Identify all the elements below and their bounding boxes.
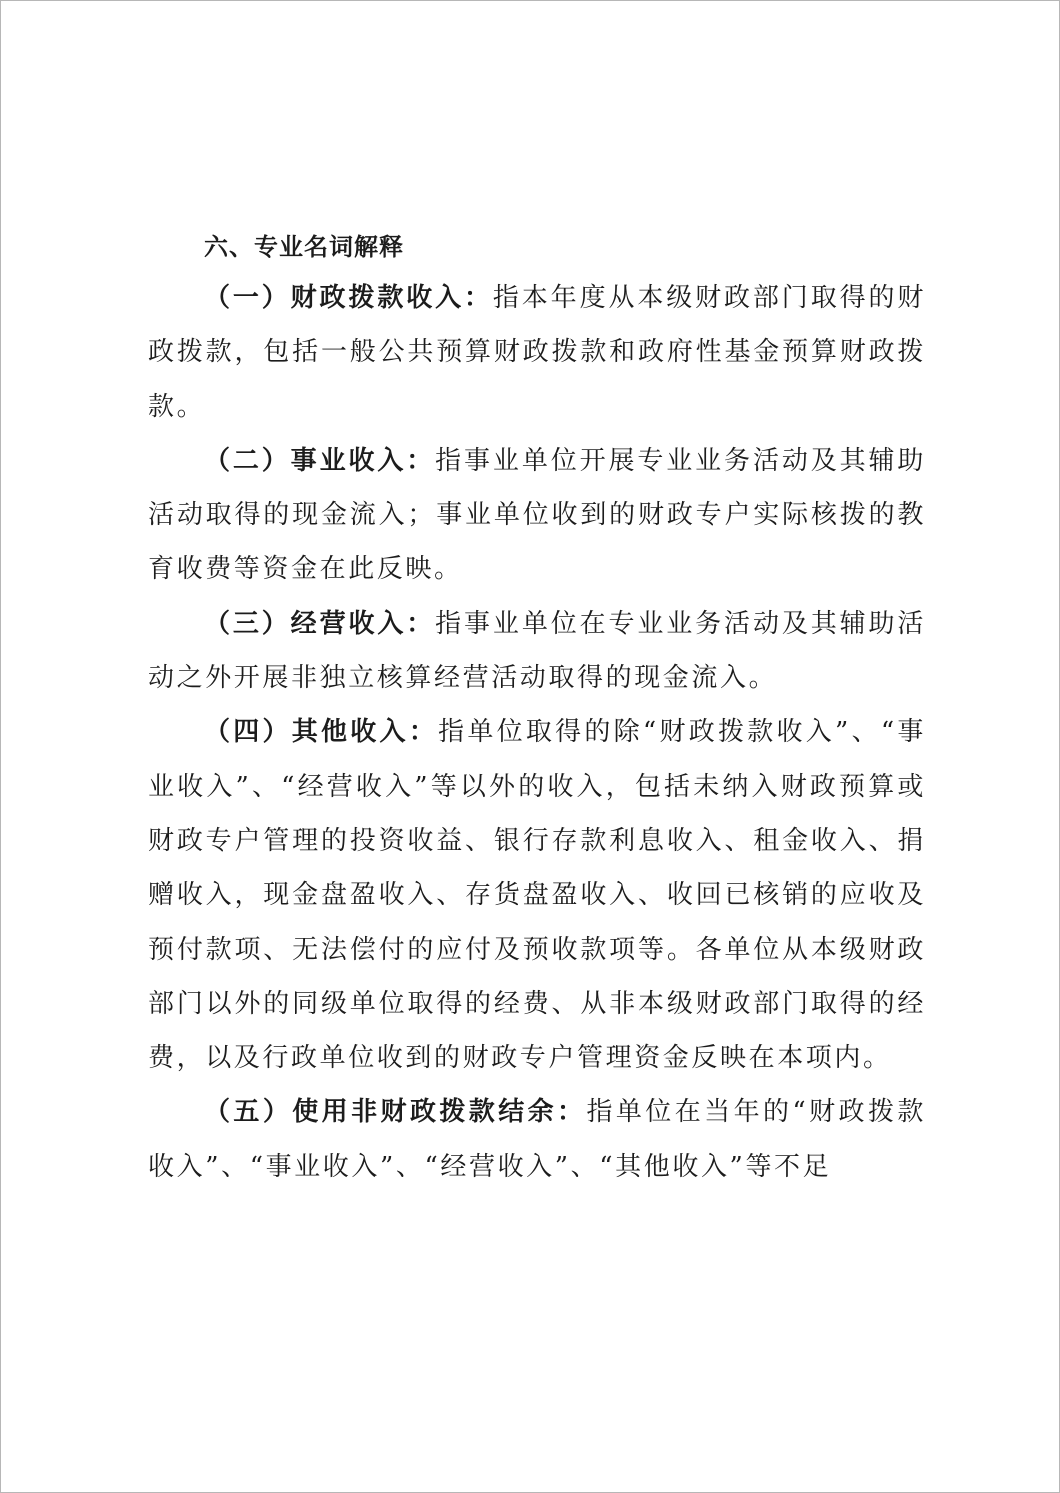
term-label: （二）事业收入： <box>204 445 436 476</box>
term-definition: 指单位在当年的“财政拨款收入”、“事业收入”、“经营收入”、“其他收入”等不足 <box>148 1097 926 1182</box>
term-definition: 指事业单位在专业业务活动及其辅助活动之外开展非独立核算经营活动取得的现金流入。 <box>148 608 926 694</box>
paragraph-business-income <box>148 434 926 597</box>
term-definition: 指单位取得的除“财政拨款收入”、“事业收入”、“经营收入”等以外的收入，包括未纳入财政预算或财政专户管理的投资收益、银行存款利息收入、租金收入、捐赠收入，现金盘盈收入、存货盘盈收入、收回已核销的应收及预付款项、无法偿付的应付及预收款项等。各单位从本级财政部门以外的同级单位取得的经费、从非本级财政部门取得的经费，以及行政单位收到的财政专户管理资金反映在本项内。 <box>148 717 926 1074</box>
page-content <box>148 223 926 1194</box>
paragraph-operating-income <box>148 597 926 706</box>
term-label: （四）其他收入： <box>204 717 439 748</box>
paragraph-fiscal-appropriation-income <box>148 271 926 434</box>
term-label: （三）经营收入： <box>204 608 436 639</box>
paragraph-non-fiscal-surplus-usage <box>148 1085 926 1194</box>
term-label: （五）使用非财政拨款结余： <box>204 1097 587 1128</box>
section-title: 六、专业名词解释 <box>204 233 404 261</box>
term-definition: 指事业单位开展专业业务活动及其辅助活动取得的现金流入；事业单位收到的财政专户实际核拨的教育收费等资金在此反映。 <box>148 445 926 585</box>
term-definition: 指本年度从本级财政部门取得的财政拨款，包括一般公共预算财政拨款和政府性基金预算财政拨款。 <box>148 283 926 422</box>
paragraph-other-income <box>148 705 926 1085</box>
term-label: （一）财政拨款收入： <box>204 283 493 313</box>
